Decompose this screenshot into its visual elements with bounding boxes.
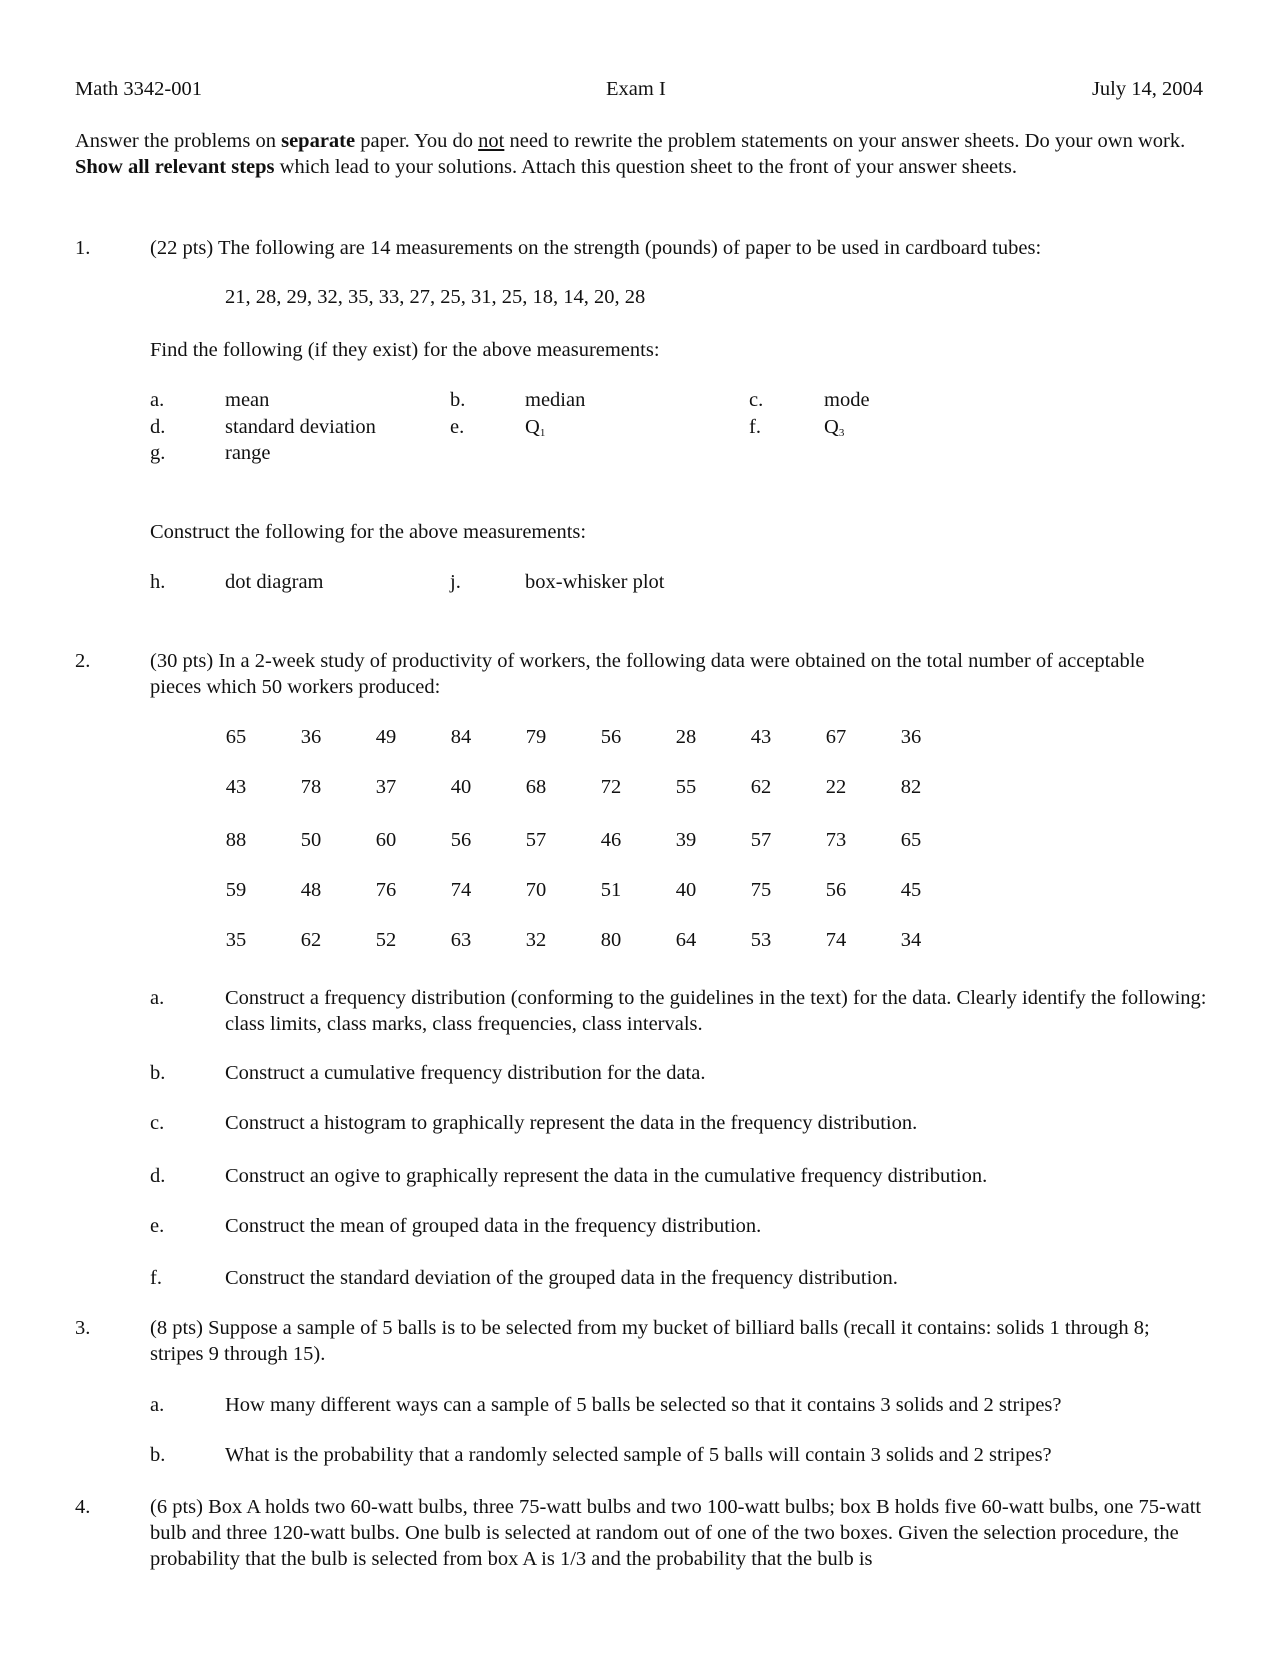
problem-2d-letter: d. <box>150 1165 166 1187</box>
problem-2d-text: Construct an ogive to graphically represent the data in the cumulative frequency distribution. <box>225 1165 988 1187</box>
problem-3-stem: (8 pts) Suppose a sample of 5 balls is to be selected from my bucket of billiard balls (recall it contains: solids 1 through 8; stripes 9 through 15). <box>150 1317 1150 1365</box>
problem-1-stem: (22 pts) The following are 14 measurements on the strength (pounds) of paper to be used in cardboard tubes: <box>150 237 1042 259</box>
data-cell: 73 <box>825 829 847 851</box>
data-cell: 40 <box>675 879 697 901</box>
instructions: Answer the problems on separate paper. You do not need to rewrite the problem statements on your answer sheets. Do your own work. Show all relevant steps which lead to your solutions. Attach this question sheet to the front of your answer sheets. <box>75 130 1186 178</box>
data-cell: 28 <box>675 726 697 748</box>
problem-1e-letter: e. <box>450 416 465 438</box>
data-cell: 80 <box>600 929 622 951</box>
data-cell: 56 <box>600 726 622 748</box>
data-cell: 50 <box>300 829 322 851</box>
problem-1h-text: dot diagram <box>225 571 324 593</box>
problem-1b-letter: b. <box>450 389 466 411</box>
problem-4-stem: (6 pts) Box A holds two 60-watt bulbs, three 75-watt bulbs and two 100-watt bulbs; box B holds five 60-watt bulbs, one 75-watt bulb and three 120-watt bulbs. One bulb is selected at random out of one of the two boxes. Given the selection procedure, the probability that the bulb is selected from box A is 1/3 and the probability that the bulb is <box>150 1496 1202 1570</box>
data-cell: 48 <box>300 879 322 901</box>
problem-1f-letter: f. <box>749 416 761 438</box>
data-cell: 34 <box>900 929 922 951</box>
problem-2a-letter: a. <box>150 987 165 1009</box>
data-cell: 75 <box>750 879 772 901</box>
data-cell: 59 <box>225 879 247 901</box>
data-row <box>0 827 1280 853</box>
problem-1d-text: standard deviation <box>225 416 376 438</box>
problem-1h-letter: h. <box>150 571 166 593</box>
data-row <box>0 724 1280 750</box>
data-cell: 22 <box>825 776 847 798</box>
data-cell: 82 <box>900 776 922 798</box>
data-cell: 43 <box>750 726 772 748</box>
data-cell: 74 <box>450 879 472 901</box>
problem-2b-text: Construct a cumulative frequency distribution for the data. <box>225 1062 706 1084</box>
problem-2c-text: Construct a histogram to graphically represent the data in the frequency distribution. <box>225 1112 918 1134</box>
problem-2b-letter: b. <box>150 1062 166 1084</box>
problem-3-number: 3. <box>75 1317 91 1339</box>
data-cell: 76 <box>375 879 397 901</box>
exam-date: July 14, 2004 <box>1091 78 1203 100</box>
problem-2e-letter: e. <box>150 1215 165 1237</box>
data-cell: 46 <box>600 829 622 851</box>
data-row <box>0 774 1280 800</box>
data-cell: 35 <box>225 929 247 951</box>
problem-1a-letter: a. <box>150 389 165 411</box>
problem-1j-text: box-whisker plot <box>525 571 665 593</box>
data-cell: 68 <box>525 776 547 798</box>
problem-1c-text: mode <box>824 389 870 411</box>
problem-1-construct-prompt: Construct the following for the above measurements: <box>150 521 587 543</box>
problem-1-number: 1. <box>75 237 91 259</box>
problem-1f-text: $Q_3$ <box>824 416 845 439</box>
data-cell: 55 <box>675 776 697 798</box>
data-cell: 65 <box>225 726 247 748</box>
problem-1g-text: range <box>225 442 271 464</box>
problem-2e-text: Construct the mean of grouped data in the frequency distribution. <box>225 1215 762 1237</box>
data-cell: 62 <box>750 776 772 798</box>
problem-2-stem: (30 pts) In a 2-week study of productivity of workers, the following data were obtained on the total number of acceptable pieces which 50 workers produced: <box>150 650 1145 698</box>
data-cell: 36 <box>900 726 922 748</box>
data-cell: 56 <box>450 829 472 851</box>
problem-1-data: 21, 28, 29, 32, 35, 33, 27, 25, 31, 25, 18, 14, 20, 28 <box>225 286 646 308</box>
data-row <box>0 927 1280 953</box>
problem-2a-text: Construct a frequency distribution (conforming to the guidelines in the text) for the data. Clearly identify the following: class limits, class marks, class frequencies, class intervals. <box>225 987 1207 1035</box>
problem-1j-letter: j. <box>450 571 461 593</box>
data-cell: 63 <box>450 929 472 951</box>
problem-2f-text: Construct the standard deviation of the grouped data in the frequency distribution. <box>225 1267 898 1289</box>
data-cell: 37 <box>375 776 397 798</box>
problem-3a-text: How many different ways can a sample of 5 balls be selected so that it contains 3 solids and 2 stripes? <box>225 1394 1062 1416</box>
exam-title: Exam I <box>606 78 666 100</box>
data-cell: 78 <box>300 776 322 798</box>
problem-1-find-prompt: Find the following (if they exist) for the above measurements: <box>150 339 660 361</box>
data-cell: 36 <box>300 726 322 748</box>
data-cell: 70 <box>525 879 547 901</box>
problem-2-number: 2. <box>75 650 91 672</box>
problem-2c-letter: c. <box>150 1112 165 1134</box>
problem-1e-text: $Q_1$ <box>525 416 546 439</box>
data-cell: 79 <box>525 726 547 748</box>
problem-1g-letter: g. <box>150 442 166 464</box>
problem-1c-letter: c. <box>749 389 764 411</box>
problem-3b-letter: b. <box>150 1444 166 1466</box>
problem-4-number: 4. <box>75 1496 91 1518</box>
data-cell: 40 <box>450 776 472 798</box>
problem-2f-letter: f. <box>150 1267 162 1289</box>
data-cell: 65 <box>900 829 922 851</box>
data-cell: 45 <box>900 879 922 901</box>
data-cell: 43 <box>225 776 247 798</box>
data-cell: 57 <box>750 829 772 851</box>
problem-3a-letter: a. <box>150 1394 165 1416</box>
data-cell: 53 <box>750 929 772 951</box>
data-cell: 49 <box>375 726 397 748</box>
problem-1a-text: mean <box>225 389 270 411</box>
course-number: Math 3342-001 <box>75 78 202 100</box>
data-cell: 62 <box>300 929 322 951</box>
data-cell: 72 <box>600 776 622 798</box>
data-row <box>0 877 1280 903</box>
problem-1d-letter: d. <box>150 416 166 438</box>
data-cell: 32 <box>525 929 547 951</box>
data-cell: 56 <box>825 879 847 901</box>
data-cell: 52 <box>375 929 397 951</box>
data-cell: 60 <box>375 829 397 851</box>
data-cell: 74 <box>825 929 847 951</box>
problem-1b-text: median <box>525 389 586 411</box>
data-cell: 51 <box>600 879 622 901</box>
data-cell: 64 <box>675 929 697 951</box>
data-cell: 88 <box>225 829 247 851</box>
data-cell: 84 <box>450 726 472 748</box>
data-cell: 57 <box>525 829 547 851</box>
data-cell: 67 <box>825 726 847 748</box>
problem-3b-text: What is the probability that a randomly selected sample of 5 balls will contain 3 solids and 2 stripes? <box>225 1444 1052 1466</box>
data-cell: 39 <box>675 829 697 851</box>
